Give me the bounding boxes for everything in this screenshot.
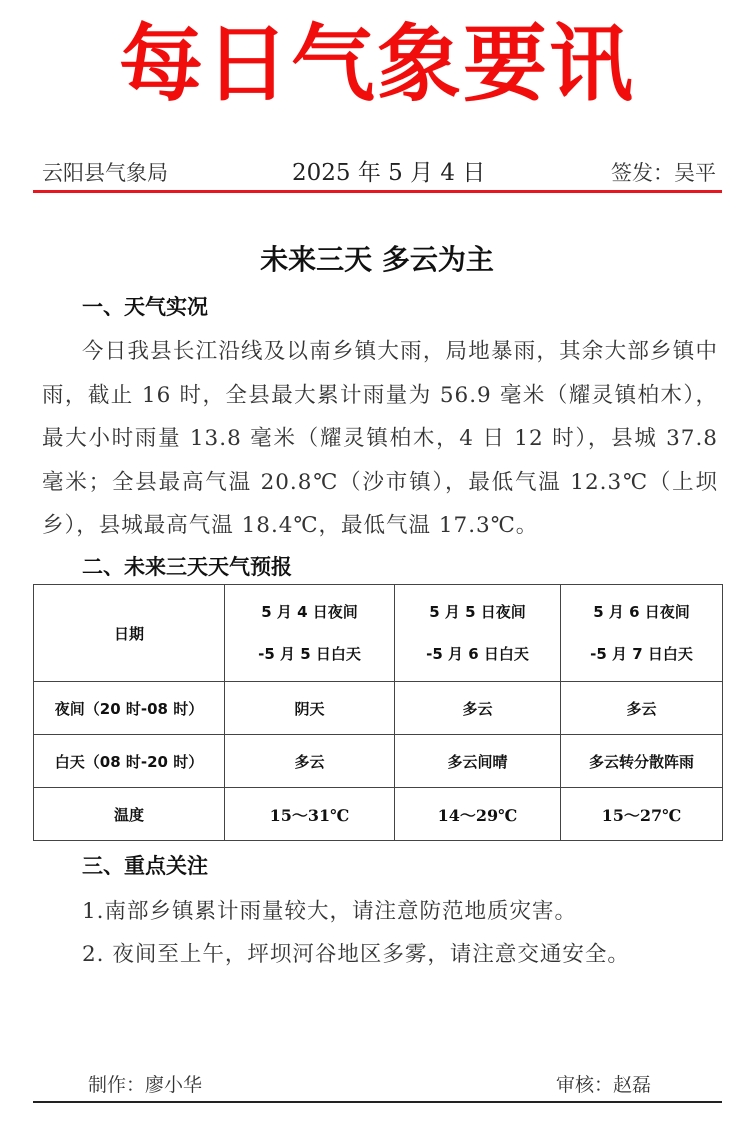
temperature-cell: 15～31℃ [225,788,395,841]
period-cell [225,585,395,682]
section-observation-title: 一、天气实况 [82,295,208,319]
weather-cell: 多云 [225,735,395,788]
period-start: 5 月 4 日夜间 [261,603,358,621]
weather-cell: 多云转分散阵雨 [561,735,723,788]
headline: 未来三天 多云为主 [260,243,494,276]
table-row-temperature [34,788,723,841]
row-label: 夜间（20 时-08 时） [34,682,225,735]
temperature-cell: 14～29℃ [395,788,561,841]
period-start: 5 月 5 日夜间 [429,603,526,621]
period-end: -5 月 5 日白天 [258,645,361,663]
table-header-row [34,585,723,682]
weather-cell: 阴天 [225,682,395,735]
period-end: -5 月 7 日白天 [590,645,693,663]
issuing-organization: 云阳县气象局 [42,161,168,185]
period-cell [395,585,561,682]
section-attention-title: 三、重点关注 [82,854,208,878]
issue-signer: 签发：吴平 [611,161,716,185]
footer-reviewer: 审核：赵磊 [556,1074,652,1096]
weather-cell: 多云间晴 [395,735,561,788]
section-forecast-title: 二、未来三天天气预报 [82,555,292,579]
row-label: 温度 [34,788,225,841]
attention-item: 2. 夜间至上午，坪坝河谷地区多雾，请注意交通安全。 [82,942,630,967]
period-cell [561,585,723,682]
period-start: 5 月 6 日夜间 [593,603,690,621]
footer-maker: 制作：廖小华 [88,1074,203,1096]
bottom-divider [33,1101,722,1103]
weather-cell: 多云 [395,682,561,735]
observation-paragraph: 今日我县长江沿线及以南乡镇大雨，局地暴雨，其余大部乡镇中雨，截止 16 时，全县最大累计雨量为 56.9 毫米（耀灵镇柏木），最大小时雨量 13.8 毫米（耀灵镇柏木，4 日 12 时），县城 37.8 毫米；全县最高气温 20.8℃（沙市镇），最低气温 12.3℃（上坝乡），县城最高气温 18.4℃，最低气温 17.3℃。 [42,339,718,538]
attention-item: 1.南部乡镇累计雨量较大，请注意防范地质灾害。 [82,899,578,924]
issue-date: 2025 年 5 月 4 日 [292,160,486,186]
red-divider [33,190,722,193]
temperature-cell: 15～27℃ [561,788,723,841]
table-row-night [34,682,723,735]
period-end: -5 月 6 日白天 [426,645,529,663]
weather-cell: 多云 [561,682,723,735]
table-row-day [34,735,723,788]
masthead-title: 每日气象要讯 [118,15,635,113]
row-label: 白天（08 时-20 时） [34,735,225,788]
issue-bar [42,156,716,190]
date-header-cell: 日期 [34,585,225,682]
forecast-table [33,584,723,841]
